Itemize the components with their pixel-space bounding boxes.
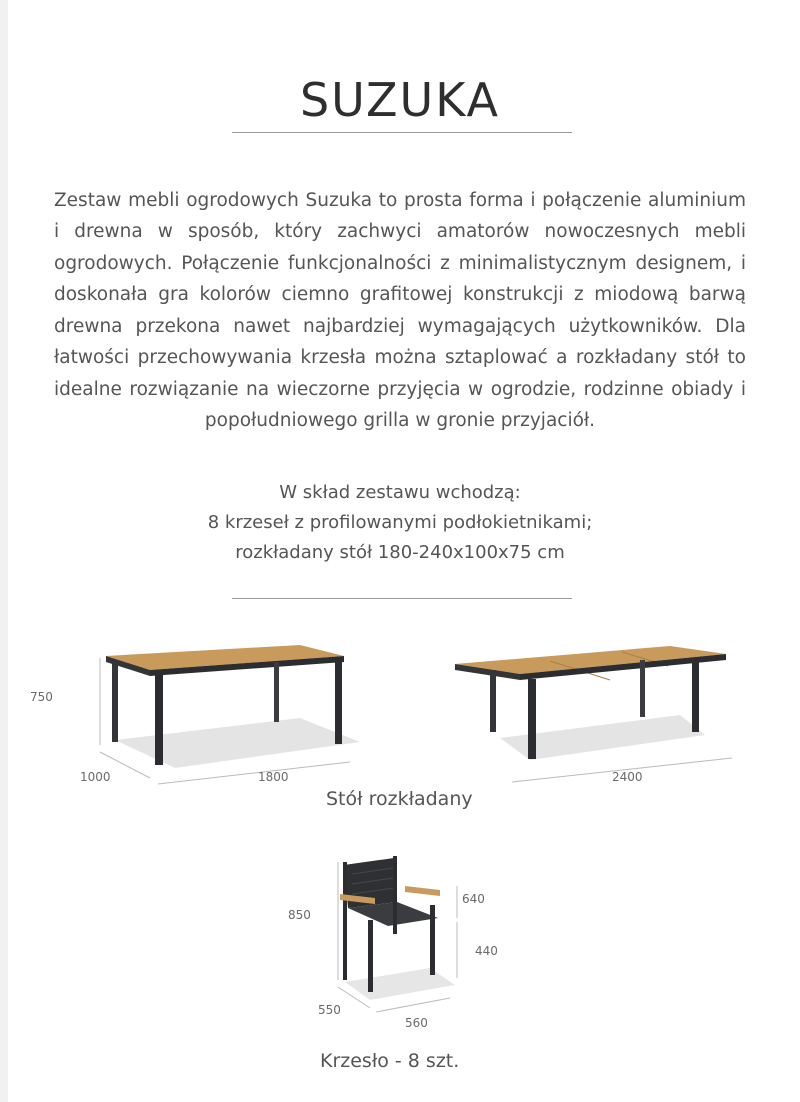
table-length-label: 1800: [258, 770, 289, 784]
table-height-label: 750: [30, 690, 53, 704]
chair-caption: Krzesło - 8 szt.: [320, 1050, 460, 1072]
table-closed-drawing: [100, 645, 360, 784]
product-description: Zestaw mebli ogrodowych Suzuka to prosta forma i połączenie aluminium i drewna w sposób, który zachwyci amatorów nowoczesnych mebli ogrodowych. Połączenie funkcjonalności z minimalistycznym designem, i doskonała gra kolorów ciemno grafitowej konstrukcji z miodową barwą drewna przekona nawet najbardziej wymagających użytkowników. Dla łatwości przechowywania krzesła można sztaplować a rozkładany stół to idealne rozwiązanie na wieczorne przyjęcia w ogrodzie, rodzinne obiady i popołudniowego grilla w gronie przyjaciół.: [54, 189, 746, 431]
composition-heading: W skład zestawu wchodzą:: [279, 482, 521, 503]
table-extended-drawing: [455, 646, 732, 782]
product-title: SUZUKA: [299, 72, 501, 127]
chair-depth-label: 550: [318, 1003, 341, 1017]
composition-table: rozkładany stół 180-240x100x75 cm: [235, 542, 565, 563]
composition-chairs: 8 krzeseł z profilowanymi podłokietnikami;: [207, 512, 593, 533]
chair-width-label: 560: [405, 1016, 428, 1030]
table-extended-length-label: 2400: [612, 770, 643, 784]
chair-height-label: 850: [288, 908, 311, 922]
chair-drawing: [338, 856, 457, 1012]
chair-seat-height-label: 440: [475, 944, 498, 958]
table-depth-label: 1000: [80, 770, 111, 784]
table-caption: Stół rozkładany: [326, 788, 473, 810]
chair-armrest-height-label: 640: [462, 892, 485, 906]
